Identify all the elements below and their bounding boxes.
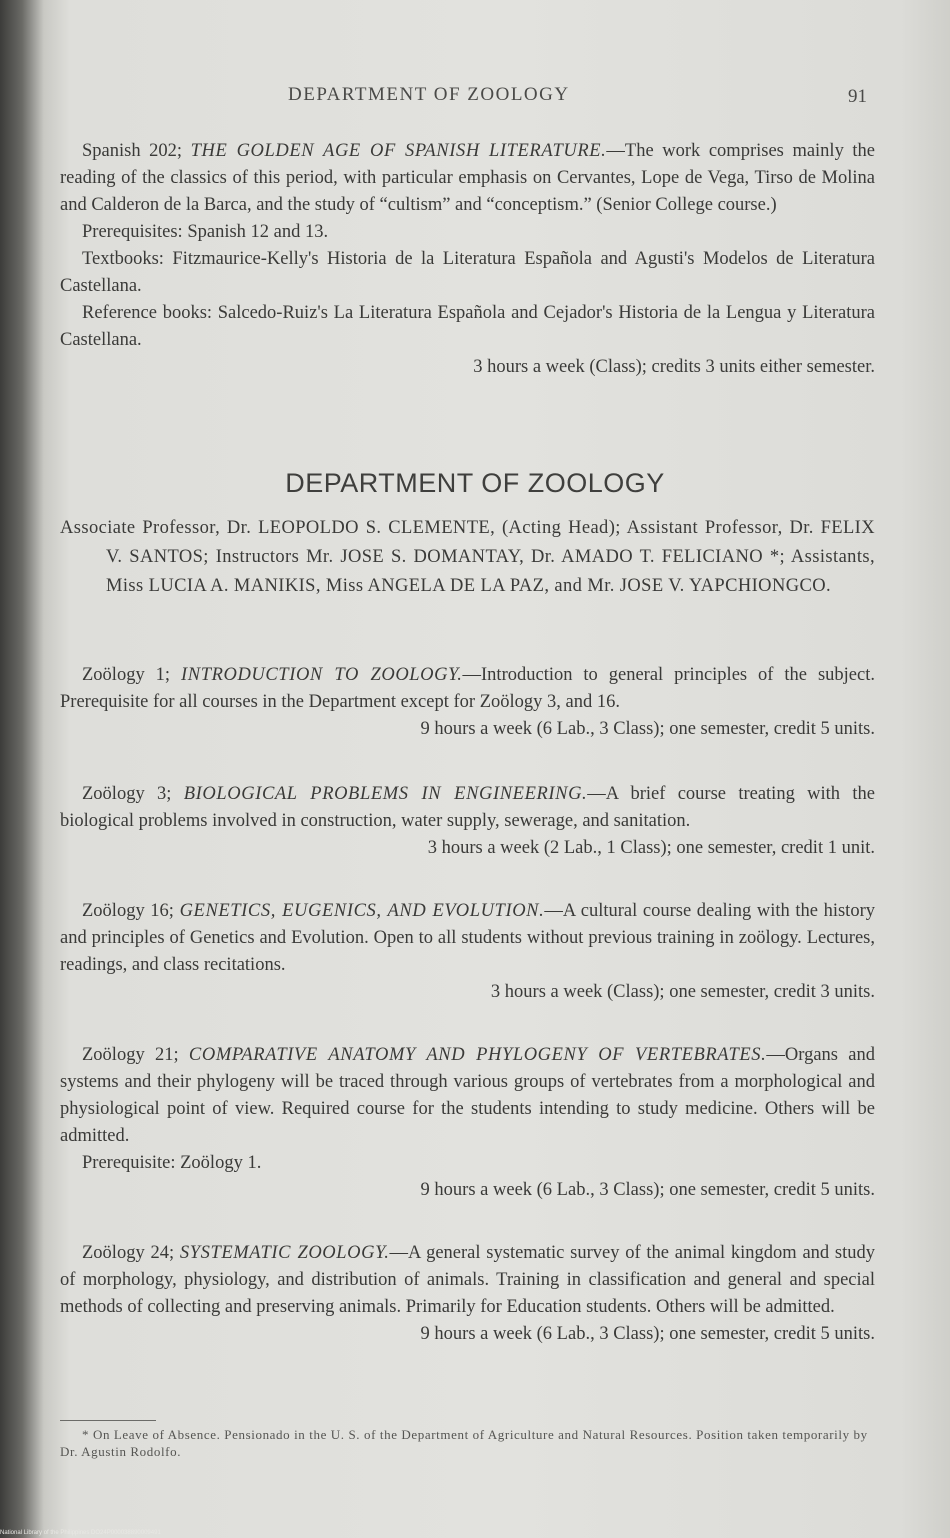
course-entry xyxy=(60,1240,875,1348)
course-paragraph xyxy=(60,898,875,979)
archive-stamp: National Library of the Philippines DO24P000038890009491 xyxy=(0,1530,161,1536)
course-code: Zoölogy 16; xyxy=(82,901,174,921)
course-paragraph xyxy=(60,1240,875,1321)
footnote: * On Leave of Absence. Pensionado in the U. S. of the Department of Agriculture and Natural Resources. Position taken temporarily by Dr. Agustin Rodolfo. xyxy=(60,1427,868,1459)
course-prerequisites: Prerequisites: Spanish 12 and 13. xyxy=(82,222,329,242)
course-description: —The work comprises mainly the reading of the classics of this period, with particular emphasis on Cervantes, Lope de Vega, Tirso de Molina and Calderon de la Barca, and the study of “cultism” and “conceptism.” (Senior College course.) xyxy=(60,141,876,215)
course-code: Zoölogy 24; xyxy=(82,1243,175,1263)
course-hours: 9 hours a week (6 Lab., 3 Class); one semester, credit 5 units. xyxy=(420,719,875,739)
course-hours: 3 hours a week (Class); one semester, credit 3 units. xyxy=(490,982,875,1002)
course-description: —Organs and systems and their phylogeny will be traced through various groups of vertebrates from a morphological and physiological point of view. Required course for the students intending to study medicine. Others will be admitted. xyxy=(60,1045,875,1146)
course-title: INTRODUCTION TO ZOOLOGY. xyxy=(181,665,463,685)
course-code: Zoölogy 1; xyxy=(82,665,171,685)
course-entry xyxy=(60,781,875,862)
course-paragraph xyxy=(60,1042,875,1150)
course-title: SYSTEMATIC ZOOLOGY. xyxy=(179,1243,390,1263)
course-hours: 9 hours a week (6 Lab., 3 Class); one semester, credit 5 units. xyxy=(420,1180,875,1200)
running-head: DEPARTMENT OF ZOOLOGY xyxy=(288,84,570,105)
course-paragraph xyxy=(60,781,875,835)
course-description: —A brief course treating with the biological problems involved in construction, water supply, sewerage, and sanitation. xyxy=(60,784,875,831)
spanish-202-entry xyxy=(60,138,875,381)
staff-list: Associate Professor, Dr. LEOPOLDO S. CLEMENTE, (Acting Head); Assistant Professor, Dr. FELIX V. SANTOS; Instructors Mr. JOSE S. DOMANTAY, Dr. AMADO T. FELICIANO *; Assistants, Miss LUCIA A. MANIKIS, Miss ANGELA DE LA PAZ, and Mr. JOSE V. YAPCHIONGCO. xyxy=(60,518,875,596)
course-entry xyxy=(60,662,875,743)
footnote-rule xyxy=(60,1420,156,1421)
course-prerequisite: Prerequisite: Zoölogy 1. xyxy=(82,1153,262,1173)
course-title: GENETICS, EUGENICS, AND EVOLUTION. xyxy=(179,901,545,921)
department-heading: DEPARTMENT OF ZOOLOGY xyxy=(285,468,665,498)
course-code: Spanish 202; xyxy=(82,141,183,161)
course-hours: 3 hours a week (2 Lab., 1 Class); one semester, credit 1 unit. xyxy=(427,838,875,858)
course-code: Zoölogy 3; xyxy=(82,784,172,804)
course-hours: 9 hours a week (6 Lab., 3 Class); one semester, credit 5 units. xyxy=(420,1324,875,1344)
course-description: —A cultural course dealing with the history and principles of Genetics and Evolution. Open to all students without previous training in zoölogy. Lectures, readings, and class recitations. xyxy=(60,901,875,975)
course-title: COMPARATIVE ANATOMY AND PHYLOGENY OF VERTEBRATES. xyxy=(188,1045,767,1065)
department-staff xyxy=(60,514,875,601)
course-reference-books: Reference books: Salcedo-Ruiz's La Literatura Española and Cejador's Historia de la Lengua y Literatura Castellana. xyxy=(60,303,875,350)
course-paragraph xyxy=(60,662,875,716)
course-title: BIOLOGICAL PROBLEMS IN ENGINEERING. xyxy=(183,784,588,804)
course-hours: 3 hours a week (Class); credits 3 units either semester. xyxy=(473,357,875,377)
course-title: THE GOLDEN AGE OF SPANISH LITERATURE. xyxy=(190,141,607,161)
course-textbooks: Textbooks: Fitzmaurice-Kelly's Historia de la Literatura Española and Agusti's Modelos de Literatura Castellana. xyxy=(60,249,875,296)
course-paragraph xyxy=(60,138,875,219)
course-description: —A general systematic survey of the animal kingdom and study of morphology, physiology, and distribution of animals. Training in classification and general and special methods of collecting and preserving animals. Primarily for Education students. Others will be admitted. xyxy=(60,1243,876,1317)
course-description: —Introduction to general principles of the subject. Prerequisite for all courses in the Department except for Zoölogy 3, and 16. xyxy=(60,665,875,712)
page-number: 91 xyxy=(848,86,867,107)
course-code: Zoölogy 21; xyxy=(82,1045,179,1065)
course-entry xyxy=(60,898,875,1006)
course-entry xyxy=(60,1042,875,1204)
